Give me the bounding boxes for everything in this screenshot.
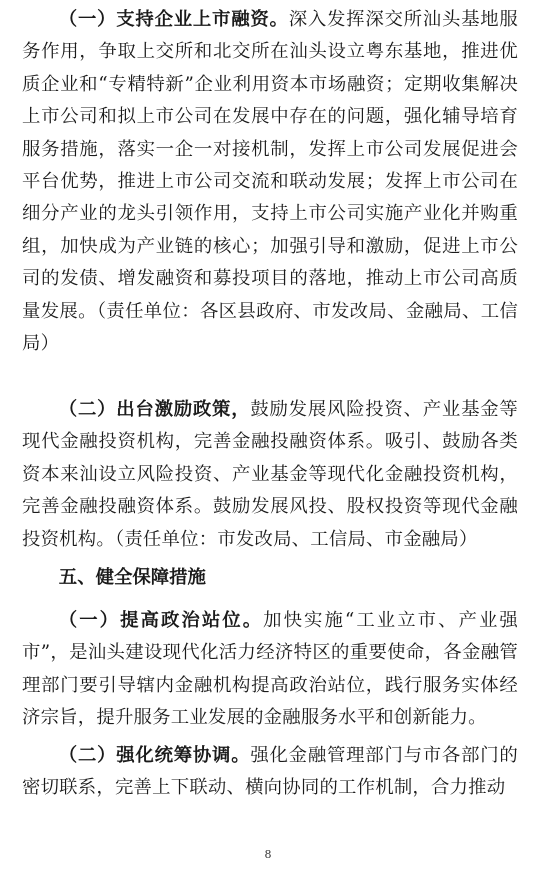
- paragraph-political-stance: [22, 605, 518, 735]
- paragraph-body: 深入发挥深交所汕头基地服务作用，争取上交所和北交所在汕头设立粤东基地，推进优质企业和“专精特新”企业利用资本市场融资；定期收集解决上市公司和拟上市公司在发展中存在的问题，强化辅导培育服务措施，落实一企一对接机制，发挥上市公司发展促进会平台优势，推进上市公司交流和联动发展；发挥上市公司在细分产业的龙头引领作用，支持上市公司实施产业化并购重组，加快成为产业链的核心；加强引导和激励，促进上市公司的发债、增发融资和募投项目的落地，推动上市公司高质量发展。（责任单位：各区县政府、市发改局、金融局、工信局）: [22, 9, 519, 355]
- page-number: 8: [264, 848, 272, 861]
- paragraph-body: 加快实施“工业立市、产业强市”，是汕头建设现代化活力经济特区的重要使命，各金融管理部门要引导辖内金融机构提高政治站位，践行服务实体经济宗旨，提升服务工业发展的金融服务水平和创新能力。: [22, 610, 518, 729]
- paragraph-body: 强化金融管理部门与市各部门的密切联系，完善上下联动、横向协同的工作机制，合力推动: [22, 745, 518, 799]
- paragraph-support-listing: [22, 4, 518, 360]
- paragraph-lead: （二）强化统筹协调。: [58, 745, 251, 766]
- section-heading: 五、健全保障措施: [58, 567, 206, 588]
- paragraph-lead: （一）提高政治站位。: [58, 610, 264, 631]
- paragraph-body: 鼓励发展风险投资、产业基金等现代金融投资机构，完善金融投融资体系。吸引、鼓励各类资本来汕设立风险投资、产业基金等现代化金融投资机构，完善金融投融资体系。鼓励发展风投、股权投资等现代金融投资机构。（责任单位：市发改局、工信局、市金融局）: [22, 399, 518, 550]
- paragraph-lead: （一）支持企业上市融资。: [58, 9, 289, 30]
- paragraph-coordination: [22, 740, 518, 805]
- paragraph-incentive-policy: [22, 394, 518, 556]
- paragraph-lead: （二）出台激励政策，: [58, 399, 251, 420]
